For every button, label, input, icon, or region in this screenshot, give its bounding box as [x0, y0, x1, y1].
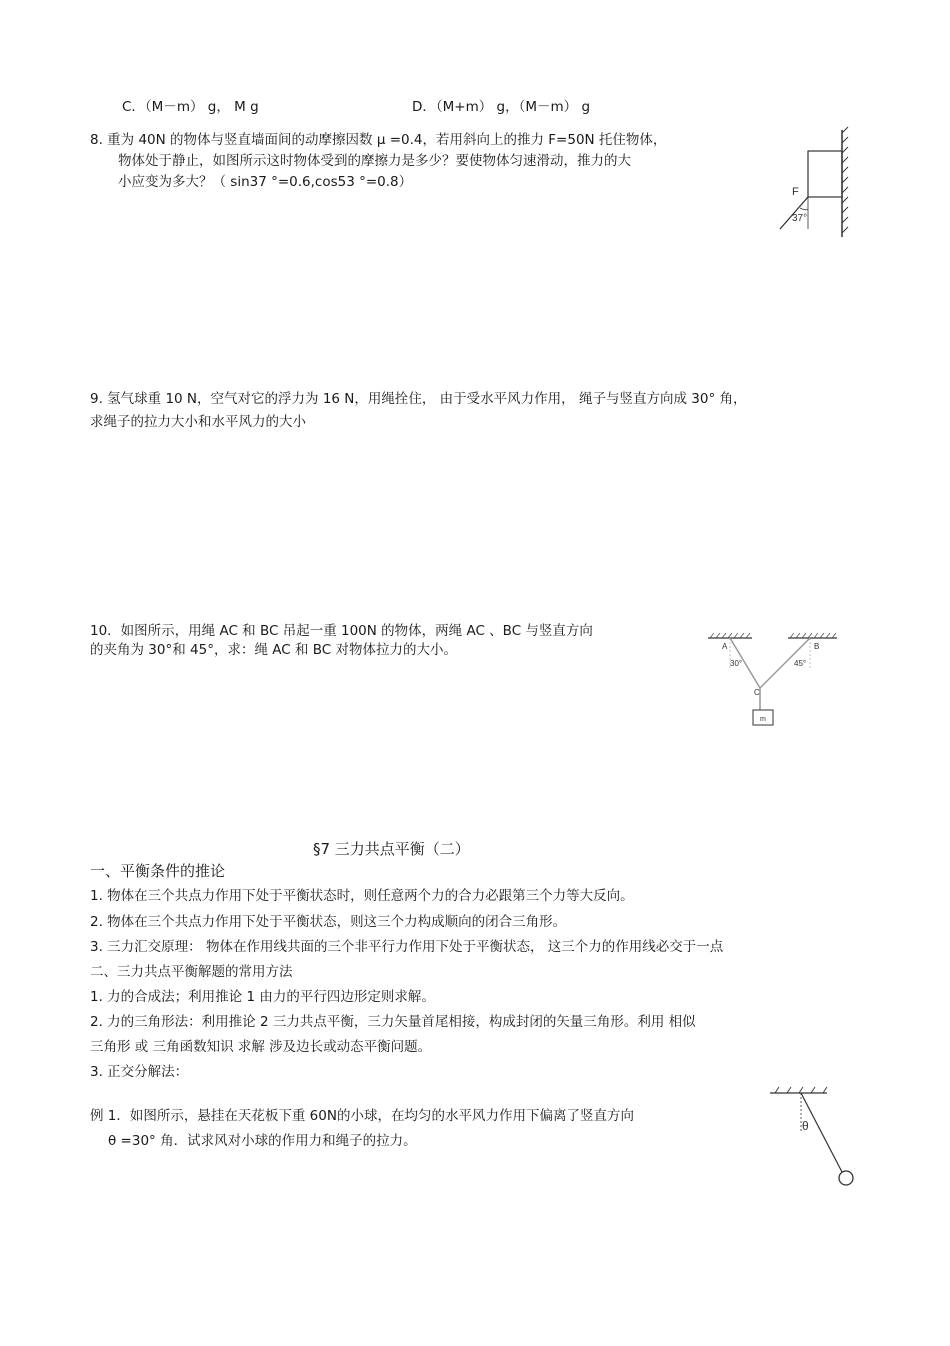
q10-fig-label-m: m [760, 716, 766, 723]
q9-text-line1: 9. 氢气球重 10 N，空气对它的浮力为 16 N，用绳拴住， 由于受水平风力作用， 绳子与竖直方向成 30° 角， [90, 391, 747, 407]
corollary-2: 2. 物体在三个共点力作用下处于平衡状态，则这三个力构成顺向的闭合三角形。 [90, 914, 567, 930]
part2-heading: 二、三力共点平衡解题的常用方法 [90, 964, 293, 980]
corollary-3: 3. 三力汇交原理： 物体在作用线共面的三个非平行力作用下处于平衡状态， 这三个力的作用线必交于一点 [90, 939, 724, 955]
example1-fig-theta: θ [802, 1119, 809, 1133]
q8-figure-wall-block [770, 125, 860, 240]
q10-fig-label-45: 45° [794, 659, 807, 668]
q8-fig-label-f: F [792, 186, 799, 198]
q10-figure-two-ropes [700, 628, 845, 733]
q10-fig-label-30: 30° [730, 659, 743, 668]
q8-text-line2: 物体处于静止，如图所示这时物体受到的摩擦力是多少？要使物体匀速滑动，推力的大 [118, 153, 631, 169]
q8-text-line1: 8. 重为 40N 的物体与竖直墙面间的动摩擦因数 μ =0.4，若用斜向上的推力 F=50N 托住物体， [90, 132, 667, 148]
q8-text-line3: 小应变为多大？（ sin37 °=0.6,cos53 °=0.8） [118, 174, 413, 190]
q7-option-d: D．（M+m） g，（M－m） g [412, 99, 591, 115]
q7-option-c: C．（M－m） g， M g [122, 99, 259, 115]
method-3: 3. 正交分解法： [90, 1064, 189, 1080]
q10-text-line2: 的夹角为 30°和 45°，求：绳 AC 和 BC 对物体拉力的大小。 [90, 642, 457, 658]
section-title: §7 三力共点平衡（二） [313, 840, 470, 858]
part1-heading: 一、平衡条件的推论 [90, 862, 226, 880]
q10-text-line1: 10．如图所示，用绳 AC 和 BC 吊起一重 100N 的物体，两绳 AC 、BC 与竖直方向 [90, 623, 593, 639]
q9-text-line2: 求绳子的拉力大小和水平风力的大小 [90, 414, 306, 430]
method-2-line1: 2. 力的三角形法：利用推论 2 三力共点平衡，三力矢量首尾相接，构成封闭的矢量三角形。利用 相似 [90, 1014, 696, 1030]
q10-fig-label-c: C [754, 688, 760, 697]
q10-fig-label-b: B [814, 642, 820, 651]
q10-fig-label-a: A [722, 642, 728, 651]
method-2-line2: 三角形 或 三角函数知识 求解 涉及边长或动态平衡问题。 [90, 1039, 432, 1055]
method-1: 1. 力的合成法；利用推论 1 由力的平行四边形定则求解。 [90, 989, 435, 1005]
example1-line2: θ =30° 角．试求风对小球的作用力和绳子的拉力。 [108, 1133, 417, 1149]
example1-figure-pendulum [765, 1085, 865, 1195]
q8-fig-label-angle: 37° [792, 213, 808, 224]
example1-line1: 例 1．如图所示，悬挂在天花板下重 60N的小球，在均匀的水平风力作用下偏离了竖直方向 [90, 1108, 634, 1124]
corollary-1: 1. 物体在三个共点力作用下处于平衡状态时，则任意两个力的合力必跟第三个力等大反向。 [90, 888, 634, 904]
